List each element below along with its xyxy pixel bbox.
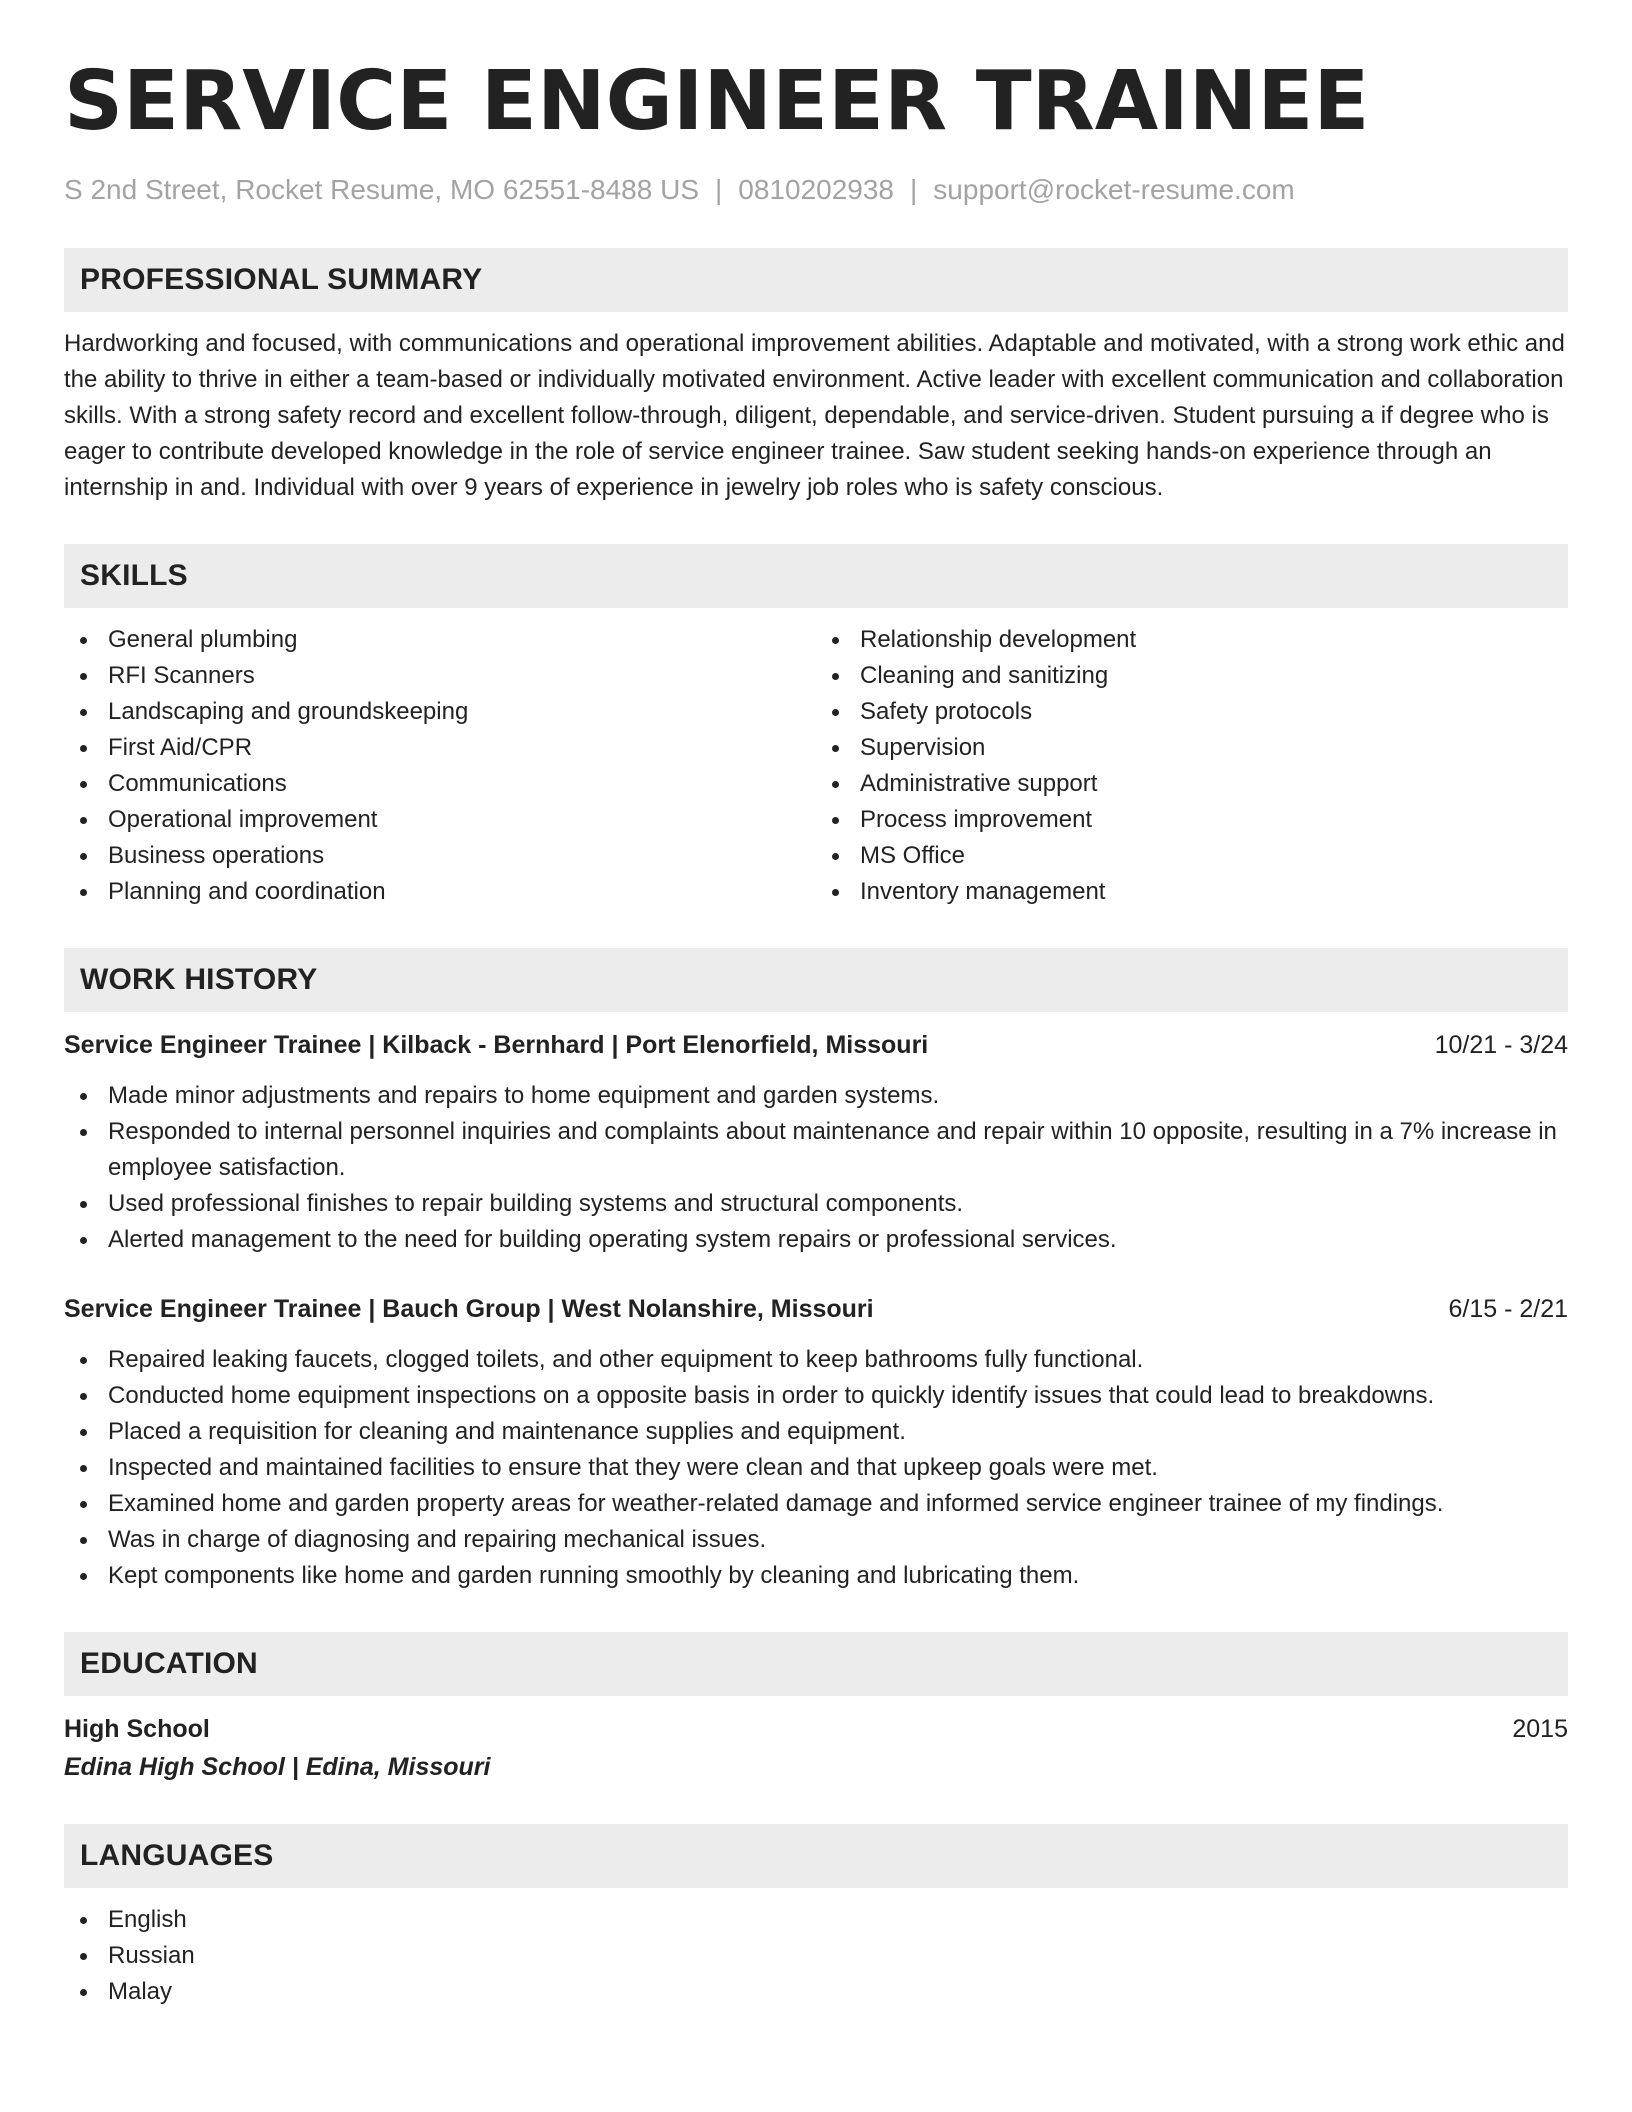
skill-item: Safety protocols	[816, 694, 1568, 730]
skill-item: Process improvement	[816, 802, 1568, 838]
education-header	[64, 1710, 1568, 1748]
skills-heading: SKILLS	[80, 559, 188, 592]
education-degree: High School	[64, 1715, 210, 1743]
job-entry	[64, 1290, 1568, 1594]
language-item: Russian	[64, 1938, 1568, 1974]
job-bullet: Responded to internal personnel inquiries and complaints about maintenance and repair within 10 opposite, resulting in a 7% increase in employee satisfaction.	[64, 1114, 1568, 1186]
job-bullet: Examined home and garden property areas for weather-related damage and informed service engineer trainee of my findings.	[64, 1486, 1568, 1522]
languages-section-header	[64, 1824, 1568, 1888]
skill-item: MS Office	[816, 838, 1568, 874]
skill-item: RFI Scanners	[64, 658, 816, 694]
education-year: 2015	[1512, 1715, 1568, 1743]
skills-section-header	[64, 544, 1568, 608]
summary-section-header	[64, 248, 1568, 312]
work-section-header	[64, 948, 1568, 1012]
job-bullet: Placed a requisition for cleaning and maintenance supplies and equipment.	[64, 1414, 1568, 1450]
job-bullet: Was in charge of diagnosing and repairing mechanical issues.	[64, 1522, 1568, 1558]
job-bullet: Made minor adjustments and repairs to home equipment and garden systems.	[64, 1078, 1568, 1114]
education-school: Edina High School | Edina, Missouri	[64, 1753, 491, 1781]
job-bullets	[64, 1078, 1568, 1258]
skill-item: Business operations	[64, 838, 816, 874]
contact-phone: 0810202938	[738, 174, 895, 205]
skills-left-column	[64, 622, 816, 910]
job-title: Service Engineer Trainee | Kilback - Bernhard | Port Elenorfield, Missouri	[64, 1031, 929, 1059]
job-entry	[64, 1026, 1568, 1258]
job-bullet: Conducted home equipment inspections on a opposite basis in order to quickly identify issues that could lead to breakdowns.	[64, 1378, 1568, 1414]
summary-text: Hardworking and focused, with communications and operational improvement abilities. Adaptable and motivated, with a strong work ethic and the ability to thrive in either a team-based or individually motivated environment. Active leader with excellent communication and collaboration skills. With a strong safety record and excellent follow-through, diligent, dependable, and service-driven. Student pursuing a if degree who is eager to contribute developed knowledge in the role of service engineer trainee. Saw student seeking hands-on experience through an internship in and. Individual with over 9 years of experience in jewelry job roles who is safety conscious.	[64, 330, 1565, 501]
job-header	[64, 1026, 1568, 1064]
contact-address: S 2nd Street, Rocket Resume, MO 62551-8488 US	[64, 174, 699, 205]
job-header	[64, 1290, 1568, 1328]
job-title: Service Engineer Trainee | Bauch Group | West Nolanshire, Missouri	[64, 1295, 874, 1323]
skill-item: Operational improvement	[64, 802, 816, 838]
languages-heading: LANGUAGES	[80, 1839, 274, 1872]
contact-separator: |	[715, 174, 723, 205]
skill-item: Inventory management	[816, 874, 1568, 910]
skill-item: Communications	[64, 766, 816, 802]
job-dates: 10/21 - 3/24	[1434, 1031, 1568, 1059]
education-section-header	[64, 1632, 1568, 1696]
job-dates: 6/15 - 2/21	[1448, 1295, 1568, 1323]
skill-item: Cleaning and sanitizing	[816, 658, 1568, 694]
skill-item: First Aid/CPR	[64, 730, 816, 766]
skill-item: Supervision	[816, 730, 1568, 766]
contact-line	[64, 170, 1568, 210]
skill-item: Administrative support	[816, 766, 1568, 802]
job-bullet: Repaired leaking faucets, clogged toilets, and other equipment to keep bathrooms fully functional.	[64, 1342, 1568, 1378]
skill-item: Planning and coordination	[64, 874, 816, 910]
job-bullet: Inspected and maintained facilities to ensure that they were clean and that upkeep goals were met.	[64, 1450, 1568, 1486]
job-bullet: Alerted management to the need for building operating system repairs or professional services.	[64, 1222, 1568, 1258]
language-item: Malay	[64, 1974, 1568, 2010]
candidate-name: SERVICE ENGINEER TRAINEE	[64, 54, 1370, 149]
work-heading: WORK HISTORY	[80, 963, 318, 996]
education-heading: EDUCATION	[80, 1647, 258, 1680]
education-entry	[64, 1710, 1568, 1786]
skill-item: Relationship development	[816, 622, 1568, 658]
skill-item: Landscaping and groundskeeping	[64, 694, 816, 730]
contact-email: support@rocket-resume.com	[933, 174, 1295, 205]
job-bullets	[64, 1342, 1568, 1594]
skill-item: General plumbing	[64, 622, 816, 658]
job-bullet: Used professional finishes to repair building systems and structural components.	[64, 1186, 1568, 1222]
skills-right-column	[816, 622, 1568, 910]
job-bullet: Kept components like home and garden running smoothly by cleaning and lubricating them.	[64, 1558, 1568, 1594]
languages-list	[64, 1902, 1568, 2010]
skills-grid	[64, 622, 1568, 910]
summary-heading: PROFESSIONAL SUMMARY	[80, 263, 483, 296]
language-item: English	[64, 1902, 1568, 1938]
contact-separator: |	[910, 174, 918, 205]
